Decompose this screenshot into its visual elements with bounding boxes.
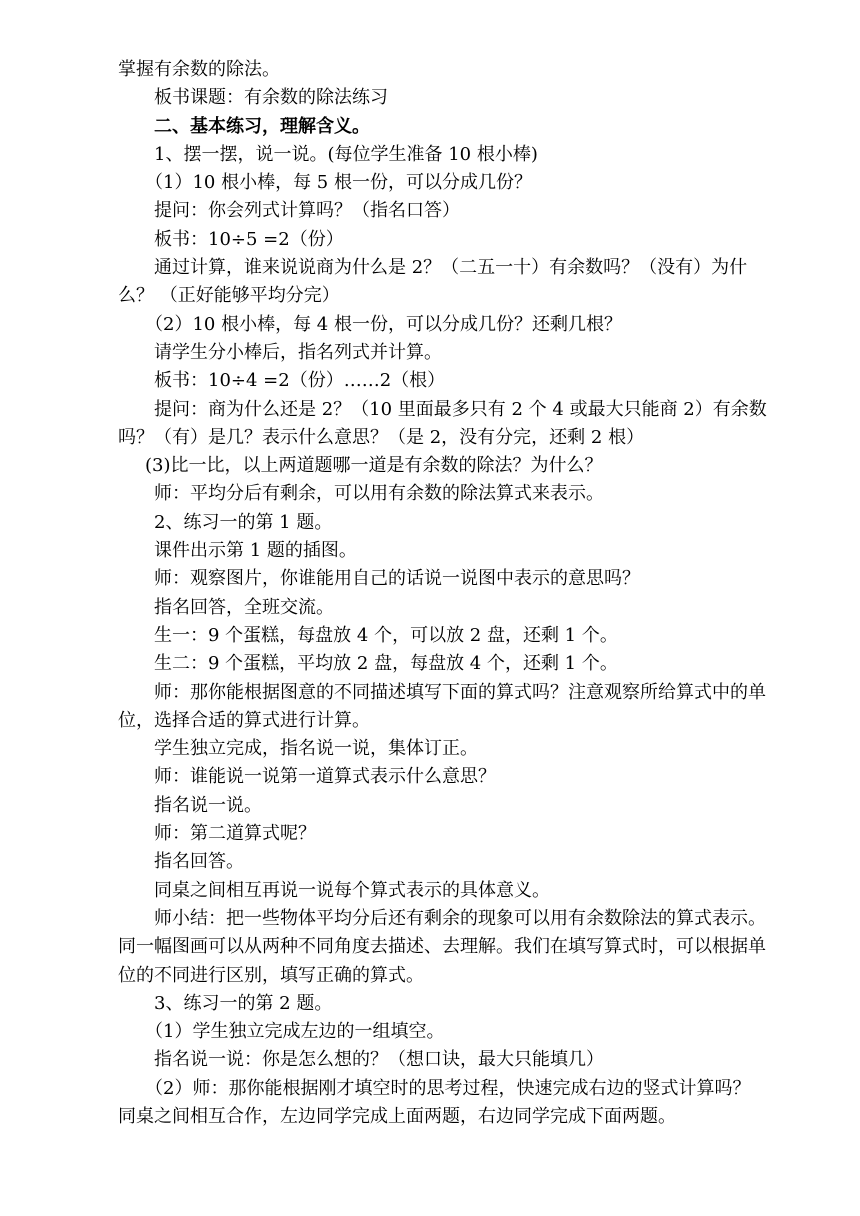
paragraph: （2）10 根小棒，每 4 根一份，可以分成几份？还剩几根？ [145, 313, 622, 335]
paragraph: 指名说一说。 [154, 794, 262, 816]
paragraph: 1、摆一摆，说一说。(每位学生准备 10 根小棒) [154, 143, 538, 165]
paragraph: 学生独立完成，指名说一说，集体订正。 [154, 738, 478, 760]
paragraph: 师小结：把一些物体平均分后还有剩余的现象可以用有余数除法的算式表示。同一幅图画可以从两种不同角度去描述、去理解。我们在填写算式时，可以根据单位的不同进行区别，填写正确的算式。 [118, 907, 766, 986]
paragraph: 生一：9 个蛋糕，每盘放 4 个，可以放 2 盘，还剩 1 个。 [154, 624, 618, 646]
paragraph: 掌握有余数的除法。 [118, 59, 280, 80]
paragraph: 师：那你能根据图意的不同描述填写下面的算式吗？注意观察所给算式中的单位，选择合适的算式进行计算。 [118, 681, 766, 731]
paragraph: 提问：你会列式计算吗？（指名口答） [154, 200, 460, 222]
paragraph: 同桌之间相互再说一说每个算式表示的具体意义。 [154, 879, 550, 901]
paragraph: 指名回答，全班交流。 [154, 596, 334, 618]
paragraph: 生二：9 个蛋糕，平均放 2 盘，每盘放 4 个，还剩 1 个。 [154, 653, 618, 675]
paragraph: 指名回答。 [154, 851, 244, 873]
paragraph: 师：平均分后有剩余，可以用有余数的除法算式来表示。 [154, 483, 604, 505]
paragraph: 板书：10÷4 =2（份）……2（根） [154, 370, 446, 392]
paragraph: (3)比一比，以上两道题哪一道是有余数的除法？为什么？ [145, 455, 603, 477]
document-body [118, 56, 768, 1131]
paragraph: 师：观察图片，你谁能用自己的话说一说图中表示的意思吗？ [154, 568, 640, 590]
section-heading: 二、基本练习，理解含义。 [154, 115, 370, 137]
paragraph: 板书课题：有余数的除法练习 [154, 87, 388, 109]
paragraph: 通过计算，谁来说说商为什么是 2？（二五一十）有余数吗？（没有）为什么？ （正好能够平均分完） [118, 257, 748, 307]
paragraph: 请学生分小棒后，指名列式并计算。 [154, 341, 442, 363]
paragraph: （1）10 根小棒，每 5 根一份，可以分成几份？ [145, 172, 532, 194]
paragraph: 课件出示第 1 题的插图。 [154, 540, 357, 562]
paragraph: 板书：10÷5 =2（份） [154, 228, 344, 250]
paragraph: 2、练习一的第 1 题。 [154, 511, 333, 533]
paragraph: 3、练习一的第 2 题。 [154, 992, 333, 1014]
paragraph: 师：第二道算式呢？ [154, 823, 316, 845]
paragraph: 指名说一说：你是怎么想的？（想口诀，最大只能填几） [154, 1049, 604, 1071]
paragraph: （2）师：那你能根据刚才填空时的思考过程，快速完成右边的竖式计算吗？同桌之间相互合作，左边同学完成上面两题，右边同学完成下面两题。 [118, 1077, 751, 1127]
paragraph: 师：谁能说一说第一道算式表示什么意思？ [154, 766, 496, 788]
paragraph: （1）学生独立完成左边的一组填空。 [145, 1021, 445, 1043]
paragraph: 提问：商为什么还是 2？（10 里面最多只有 2 个 4 或最大只能商 2）有余数吗？（有）是几？表示什么意思？（是 2，没有分完，还剩 2 根） [118, 398, 767, 448]
